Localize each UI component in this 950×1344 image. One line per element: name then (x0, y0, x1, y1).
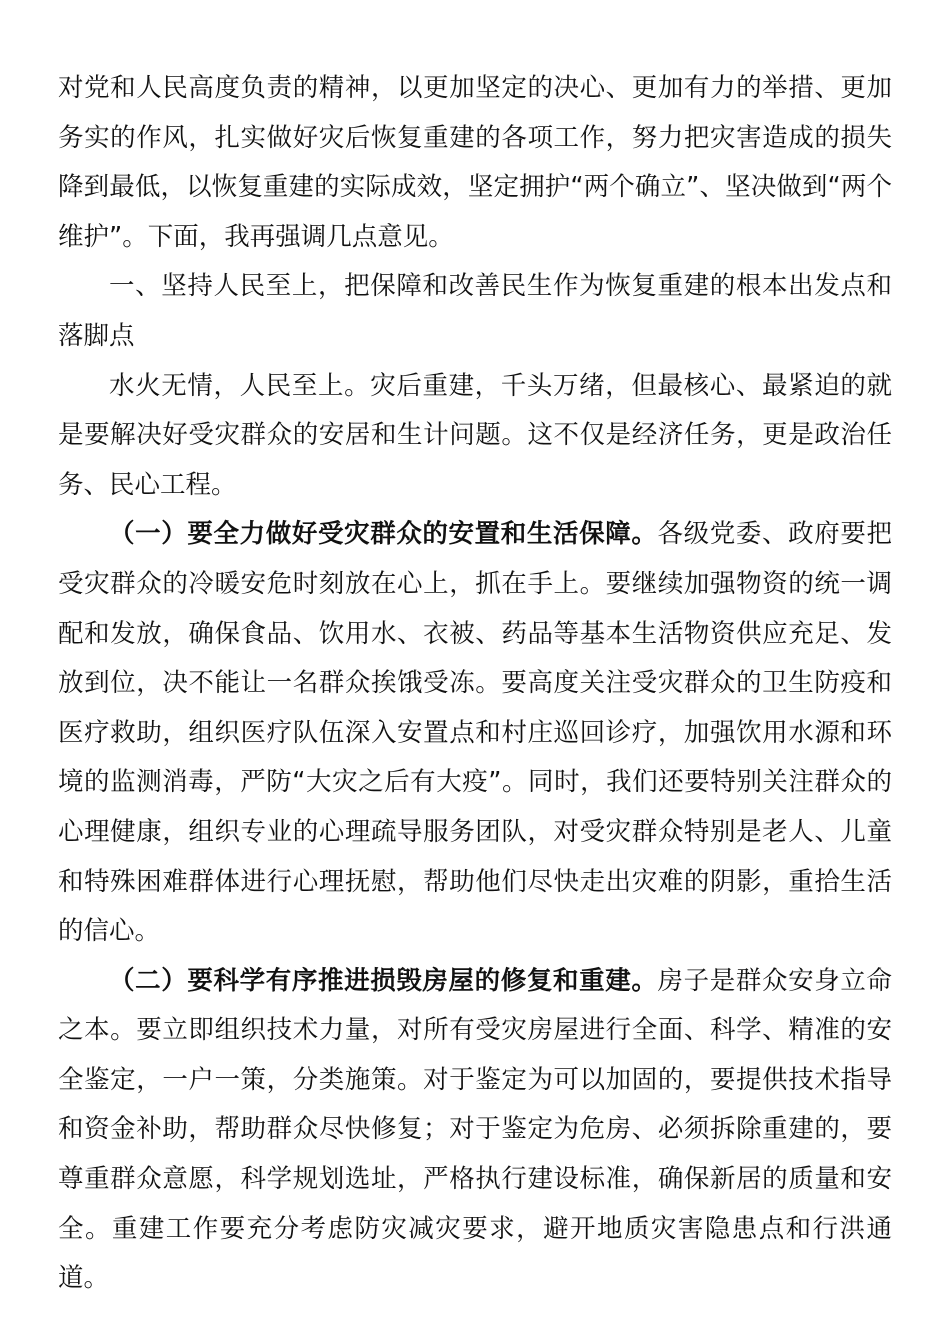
subsection-body-1: 各级党委、政府要把受灾群众的冷暖安危时刻放在心上，抓在手上。要继续加强物资的统一调配和发放，确保食品、饮用水、衣被、药品等基本生活物资供应充足、发放到位，决不能让一名群众挨饿受冻。要高度关注受灾群众的卫生防疫和医疗救助，组织医疗队伍深入安置点和村庄巡回诊疗，加强饮用水源和环境的监测消毒，严防“大灾之后有大疫”。同时，我们还要特别关注群众的心理健康，组织专业的心理疏导服务团队，对受灾群众特别是老人、儿童和特殊困难群体进行心理抚慰，帮助他们尽快走出灾难的阴影，重拾生活的信心。 (58, 519, 892, 947)
body-paragraph-intro: 水火无情，人民至上。灾后重建，千头万绪，但最核心、最紧迫的就是要解决好受灾群众的安居和生计问题。这不仅是经济任务，更是政治任务、民心工程。 (58, 370, 892, 500)
body-paragraph-continued: 对党和人民高度负责的精神，以更加坚定的决心、更加有力的举措、更加务实的作风，扎实做好灾后恢复重建的各项工作，努力把灾害造成的损失降到最低，以恢复重建的实际成效，坚定拥护“两个确立”、坚决做到“两个维护”。下面，我再强调几点意见。 (58, 73, 892, 252)
subsection-heading-1: （一）要全力做好受灾群众的安置和生活保障。 (109, 519, 658, 550)
subsection-paragraph-2 (58, 957, 892, 1304)
subsection-paragraph-1 (58, 510, 892, 956)
section-heading-1: 一、坚持人民至上，把保障和改善民生作为恢复重建的根本出发点和落脚点 (58, 271, 892, 351)
document-page (58, 64, 892, 1304)
subsection-heading-2: （二）要科学有序推进损毁房屋的修复和重建。 (109, 965, 658, 996)
subsection-body-2: 房子是群众安身立命之本。要立即组织技术力量，对所有受灾房屋进行全面、科学、精准的安全鉴定，一户一策，分类施策。对于鉴定为可以加固的，要提供技术指导和资金补助，帮助群众尽快修复；对于鉴定为危房、必须拆除重建的，要尊重群众意愿，科学规划选址，严格执行建设标准，确保新居的质量和安全。重建工作要充分考虑防灾减灾要求，避开地质灾害隐患点和行洪通道。 (58, 965, 892, 1294)
